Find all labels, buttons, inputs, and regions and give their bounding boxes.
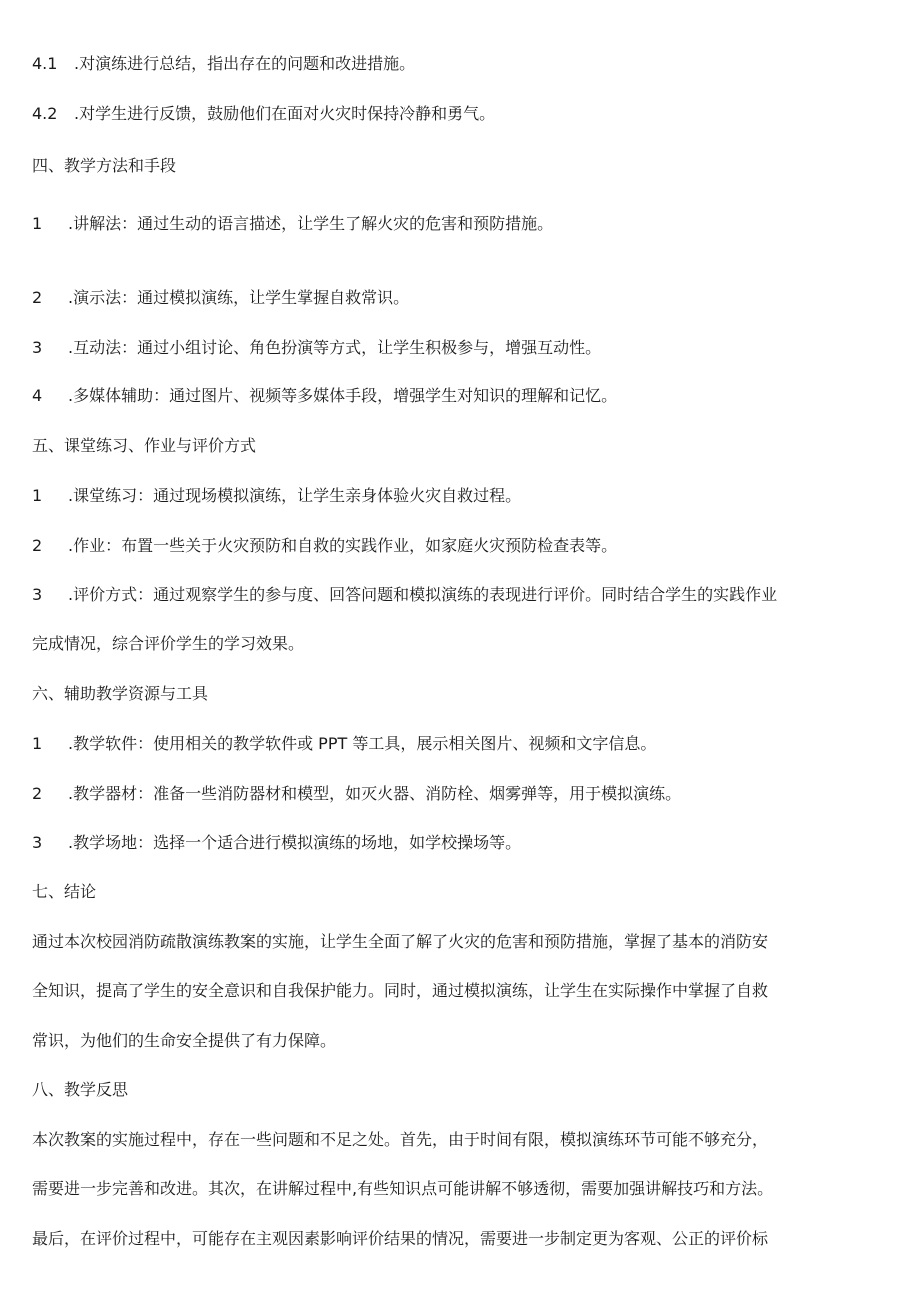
section-heading-5: 五、课堂练习、作业与评价方式: [32, 436, 257, 455]
practice-3: [32, 585, 777, 605]
section-heading-7: 七、结论: [32, 882, 97, 901]
practice-3-continued: 完成情况，综合评价学生的学习效果。: [32, 634, 305, 653]
method-1: [32, 214, 553, 234]
item-number: 1: [32, 734, 43, 753]
section-heading-8: 八、教学反思: [32, 1080, 129, 1099]
practice-2: [32, 536, 617, 556]
item-4-2: [32, 104, 495, 124]
item-number: 1: [32, 486, 43, 505]
item-text: .对演练进行总结，指出存在的问题和改进措施。: [74, 54, 416, 73]
item-number: 3: [32, 833, 43, 852]
resource-2: [32, 784, 681, 804]
item-text: .多媒体辅助：通过图片、视频等多媒体手段，增强学生对知识的理解和记忆。: [68, 386, 618, 405]
item-number: 2: [32, 288, 43, 307]
item-text: .教学器材：准备一些消防器材和模型，如灭火器、消防栓、烟雾弹等，用于模拟演练。: [68, 784, 682, 803]
reflection-line-2: 需要进一步完善和改进。其次，在讲解过程中,有些知识点可能讲解不够透彻，需要加强讲解技巧和方法。: [32, 1179, 774, 1198]
item-text: .作业：布置一些关于火灾预防和自救的实践作业，如家庭火灾预防检查表等。: [68, 536, 618, 555]
method-3: [32, 338, 601, 358]
item-text: .互动法：通过小组讨论、角色扮演等方式，让学生积极参与，增强互动性。: [68, 338, 602, 357]
reflection-line-1: 本次教案的实施过程中，存在一些问题和不足之处。首先，由于时间有限，模拟演练环节可能不够充分，: [32, 1130, 769, 1149]
item-4-1: [32, 54, 415, 74]
item-text: .演示法：通过模拟演练，让学生掌握自救常识。: [68, 288, 410, 307]
item-text: .课堂练习：通过现场模拟演练，让学生亲身体验火灾自救过程。: [68, 486, 522, 505]
conclusion-line-2: 全知识，提高了学生的安全意识和自我保护能力。同时，通过模拟演练，让学生在实际操作中掌握了自救: [32, 981, 769, 1000]
item-number: 2: [32, 536, 43, 555]
conclusion-line-1: 通过本次校园消防疏散演练教案的实施，让学生全面了解了火灾的危害和预防措施，掌握了基本的消防安: [32, 932, 769, 951]
item-text: .对学生进行反馈，鼓励他们在面对火灾时保持冷静和勇气。: [74, 104, 496, 123]
item-number: 4.1: [32, 54, 58, 73]
method-4: [32, 386, 617, 406]
item-text: .教学软件：使用相关的教学软件或 PPT 等工具，展示相关图片、视频和文字信息。: [68, 734, 657, 753]
section-heading-4: 四、教学方法和手段: [32, 156, 177, 175]
conclusion-line-3: 常识，为他们的生命安全提供了有力保障。: [32, 1031, 337, 1050]
item-text: .讲解法：通过生动的语言描述，让学生了解火灾的危害和预防措施。: [68, 214, 554, 233]
item-text: .教学场地：选择一个适合进行模拟演练的场地，如学校操场等。: [68, 833, 522, 852]
item-number: 2: [32, 784, 43, 803]
method-2: [32, 288, 409, 308]
item-number: 1: [32, 214, 43, 233]
item-number: 4.2: [32, 104, 58, 123]
reflection-line-3: 最后，在评价过程中，可能存在主观因素影响评价结果的情况，需要进一步制定更为客观、公正的评价标: [32, 1229, 769, 1248]
section-heading-6: 六、辅助教学资源与工具: [32, 684, 209, 703]
item-number: 3: [32, 585, 43, 604]
item-number: 3: [32, 338, 43, 357]
resource-3: [32, 833, 521, 853]
item-text: .评价方式：通过观察学生的参与度、回答问题和模拟演练的表现进行评价。同时结合学生的实践作业: [68, 585, 778, 604]
resource-1: [32, 734, 656, 754]
practice-1: [32, 486, 521, 506]
item-number: 4: [32, 386, 43, 405]
